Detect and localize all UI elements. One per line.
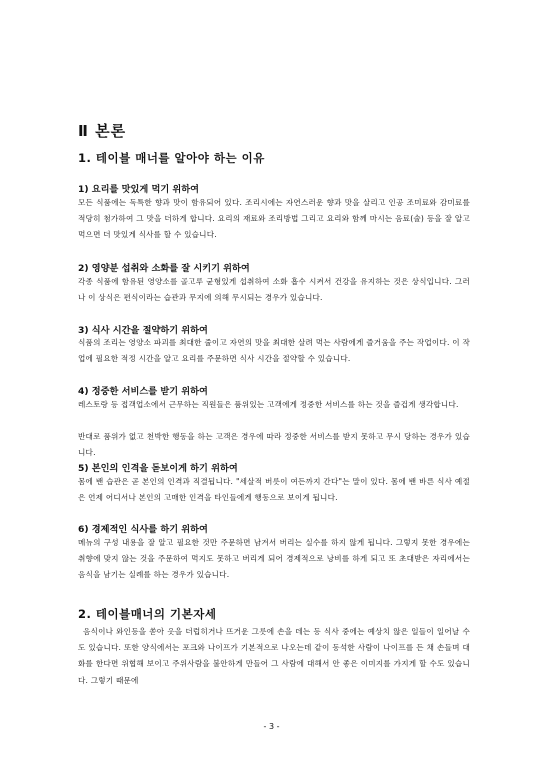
- part-title: Ⅱ 본론: [78, 122, 127, 140]
- section-1-heading: 1. 테이블 매너를 알아야 하는 이유: [78, 151, 265, 165]
- subsection-4-paragraph-2: 반대로 품위가 없고 천박한 행동을 하는 고객은 경우에 따라 정중한 서비스를 받지 못하고 무시 당하는 경우가 있습니다.: [78, 432, 470, 458]
- subsection-6-heading: 6) 경제적인 식사를 하기 위하여: [78, 524, 208, 535]
- subsection-4-paragraph-1: 레스토랑 등 접객업소에서 근무하는 직원들은 품위있는 고객에게 정중한 서비스를 하는 것을 즐겁게 생각합니다.: [78, 400, 459, 409]
- subsection-3-heading: 3) 식사 시간을 절약하기 위하여: [78, 325, 208, 336]
- subsection-5-paragraph: 몸에 밴 습관은 곧 본인의 인격과 직결됩니다. "세살적 버릇이 여든까지 간다"는 말이 있다. 몸에 밴 바른 식사 예절은 언제 어디서나 본인의 고매한 인격을 타인들에게 행동으로 보이게 됩니다.: [78, 477, 470, 503]
- subsection-1-paragraph: 모든 식품에는 독특한 향과 맛이 함유되어 있다. 조리시에는 자연스러운 향과 맛을 살리고 인공 조미료와 감미료를 적당히 첨가하여 그 맛을 더하게 합니다. 요리의 재료와 조리방법 그리고 요리와 함께 마시는 음료(술) 등을 잘 알고 먹으면 더 맛있게 식사를 할 수 있습니다.: [78, 198, 470, 240]
- subsection-2-paragraph: 각종 식품에 함유된 영양소를 골고루 균형있게 섭취하여 소화 흡수 시켜서 건강을 유지하는 것은 상식입니다. 그러나 이 상식은 편식이라는 습관과 무지에 의해 무시되는 경우가 있습니다.: [78, 277, 470, 303]
- page-number: - 3 -: [263, 722, 280, 731]
- subsection-4-heading: 4) 정중한 서비스를 받기 위하여: [78, 386, 208, 397]
- section-2-paragraph: 음식이나 와인등을 쏟아 옷을 더럽히거나 뜨거운 그릇에 손을 데는 등 식사 중에는 예상치 않은 일들이 일어날 수도 있습니다. 또한 양식에서는 포크와 나이프가 기본적으로 나오는데 같이 동석한 사람이 나이프를 든 채 손들며 대화를 한다면 위협해 보이고 주위사람을 불안하게 만들어 그 사람에 대해서 안 좋은 이미지를 가지게 할 수도 있습니다. 그렇기 때문에: [78, 627, 470, 685]
- subsection-2-heading: 2) 영양분 섭취와 소화를 잘 시키기 위하여: [78, 263, 250, 274]
- section-2-heading: 2. 테이블매너의 기본자세: [78, 607, 217, 621]
- subsection-6-paragraph: 메뉴의 구성 내용을 잘 알고 필요한 것만 주문하면 남겨서 버리는 실수를 하지 않게 됩니다. 그렇지 못한 경우에는 취향에 맞지 않는 것을 주문하여 먹지도 못하고 버리게 되어 경제적으로 낭비를 하게 되고 또 초대받은 자리에서는 음식을 남기는 실례를 하는 경우가 있습니다.: [78, 538, 470, 580]
- subsection-5-heading: 5) 본인의 인격을 돋보이게 하기 위하여: [78, 463, 238, 474]
- subsection-3-paragraph: 식품의 조리는 영양소 파괴를 최대한 줄이고 자연의 맛을 최대한 살려 먹는 사람에게 즐거움을 주는 작업이다. 이 작업에 필요한 적정 시간을 알고 요리를 주문하면 식사 시간을 절약할 수 있습니다.: [78, 338, 470, 364]
- subsection-1-heading: 1) 요리를 맛있게 먹기 위하여: [78, 184, 200, 195]
